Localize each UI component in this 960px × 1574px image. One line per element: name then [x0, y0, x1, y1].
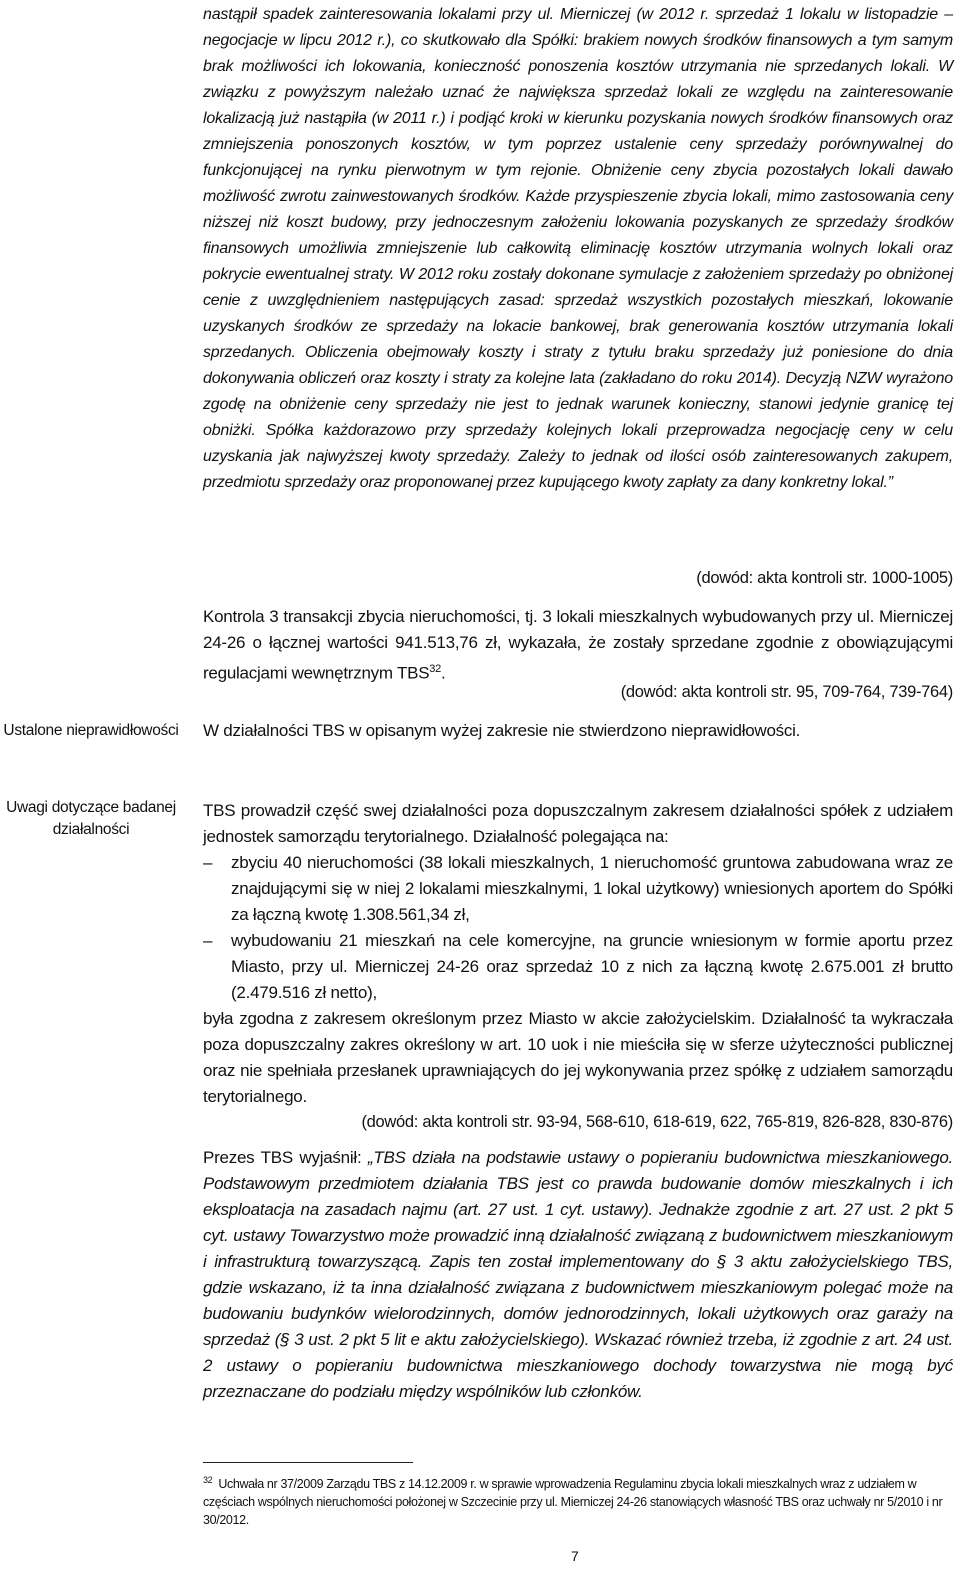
evidence-source-3: (dowód: akta kontroli str. 93-94, 568-610, 618-619, 622, 765-819, 826-828, 830-876) — [361, 1113, 953, 1131]
president-lead: Prezes TBS wyjaśnił: — [203, 1148, 368, 1167]
footnote-separator — [203, 1462, 413, 1463]
president-quote: „TBS działa na podstawie ustawy o popieraniu budownictwa mieszkaniowego. Podstawowym przedmiotem działania TBS jest co prawda budowanie domów mieszkalnych i ich eksploatacja na zasadach najmu (art. 27 ust. 1 cyt. ustawy). Jednakże zgodnie z art. 27 ust. 2 pkt 5 cyt. ustawy Towarzystwo może prowadzić inną działalność związaną z budownictwem mieszkaniowym i infrastrukturą towarzyszącą. Zapis ten został implementowany do § 3 aktu założycielskiego TBS, gdzie wskazano, iż ta inna działalność związana z budownictwem mieszkaniowym polegać może na budowaniu budynków wielorodzinnych, domów jednorodzinnych, lokali użytkowych oraz garaży na sprzedaż (§ 3 ust. 2 pkt 5 lit e aktu założycielskiego). Wskazać również trzeba, iż zgodnie z art. 24 ust. 2 ustawy o popieraniu budownictwa mieszkaniowego dochody towarzystwa nie mogą być przeznaczane do podziału między wspólników lub członków. — [203, 1148, 953, 1401]
footnote-text: Uchwała nr 37/2009 Zarządu TBS z 14.12.2009 r. w sprawie wprowadzenia Regulaminu zbycia lokali mieszkalnych wraz z udziałem w częściach wspólnych nieruchomości położonej w Szczecinie przy ul. Mierniczej 24-26 stanowiących własność TBS oraz uchwały nr 5/2010 i nr 30/2012. — [203, 1477, 943, 1528]
bullet-dash: – — [203, 853, 213, 872]
control-paragraph-end: . — [441, 663, 446, 683]
side-label-findings: Ustalone nieprawidłowości — [3, 722, 179, 739]
list-item-text: zbyciu 40 nieruchomości (38 lokali mieszkalnych, 1 nieruchomość gruntowa zabudowana wraz ze znajdującymi się w niej 2 lokalami mieszkalnymi, 1 lokal użytkowy) wniesionych aportem do Spółki za łączną kwotę 1.308.561,34 zł, — [231, 853, 953, 924]
top-quote-part1: nastąpił spadek zainteresowania lokalami przy ul. Mierniczej (w 2012 r. sprzedaż 1 lokalu w listopadzie – negocjacje w lipcu 2012 r.), co skutkowało dla Spółki: brakiem nowych środków finansowych a tym samym brak możliwości ich lokowania, konieczność ponoszenia kosztów utrzymania nie sprzedanych lokali. W związku z powyższym należało uznać że największa sprzedaż lokali ze względu na zainteresowanie lokalizacją już nastąpiła (w 2011 r.) i podjąć kroki w kierunku pozyskania nowych środków finansowych oraz zmniejszenia ponoszonych kosztów, w tym poprzez ustalenie ceny sprzedaży porównywalnej do funkcjonującej na rynku pierwotnym w tym rejonie. Obniżenie ceny zbycia pozostałych lokali dawało możliwość zwrotu zainwestowanych środków. Każde przyspieszenie zbycia lokali, mimo zastosowania ceny niższej niż koszt budowy, przy jednoczesnym założeniu lokowania pozyskanych ze sprzedaży środków finansowych umożliwia zmniejszenie lub całkowitą eliminację kosztów utrzymania wolnych lokali oraz pokrycie ewentualnej straty. W 2012 roku zostały dokonane symulacje z założeniem sprzedaży po obniżonej cenie z uwzględnieniem następujących zasad: sprzedaż wszystkich pozostałych mieszkań, lokowanie uzyskanych środków ze sprzedaży na lokacie bankowej, brak generowania kosztów utrzymania lokali sprzedanych. Obliczenia obejmowały koszty i straty z tytułu braku sprzedaży już poniesione do dnia dokonywania obliczeń oraz koszty i straty za kolejne lata (zakładano do roku 2014). — [203, 6, 953, 387]
evidence-source-2: (dowód: akta kontroli str. 95, 709-764, 739-764) — [620, 683, 953, 701]
president-explanation — [203, 1145, 953, 1405]
control-paragraph-text: Kontrola 3 transakcji zbycia nieruchomości, tj. 3 lokali mieszkalnych wybudowanych przy ul. Mierniczej 24-26 o łącznej wartości 941.513,76 zł, wykazała, że zostały sprzedane zgodnie z obowiązującymi regulacjami wewnętrznym TBS — [203, 607, 953, 683]
remarks-bullet-list — [203, 850, 953, 1006]
list-item — [203, 850, 953, 928]
list-item — [203, 928, 953, 1006]
top-quote — [203, 2, 953, 496]
list-item-text: wybudowaniu 21 mieszkań na cele komercyjne, na gruncie wniesionym w formie aportu przez Miasto, przy ul. Mierniczej 24-26 oraz sprzedaż 10 z nich za łączną kwotę 2.675.001 zł brutto (2.479.516 zł netto), — [231, 931, 953, 1002]
control-paragraph — [203, 604, 953, 687]
footnote-reference[interactable]: 32 — [429, 663, 442, 675]
remarks-conclusion: była zgodna z zakresem określonym przez Miasto w akcie założycielskim. Działalność ta wykraczała poza dopuszczalny zakres określony w art. 10 uok i nie mieściła się w sferze użyteczności publicznej oraz nie spełniała przesłanek uprawniających do jej wykonywania przez spółkę z udziałem samorządu terytorialnego. — [203, 1009, 953, 1106]
finding-text: W działalności TBS w opisanym wyżej zakresie nie stwierdzono nieprawidłowości. — [203, 721, 801, 740]
page-number: 7 — [571, 1548, 579, 1564]
top-quote-part2: Decyzją NZW wyrażono zgodę na obniżenie ceny sprzedaży nie jest to jednak warunek konieczny, stanowi jedynie granicę tej obniżki. Spółka każdorazowo przy sprzedaży kolejnych lokali przeprowadza negocjację ceny w celu uzyskania jak najwyższej kwoty sprzedaży. Zależy to jednak od ilości osób zainteresowanych zakupem, przedmiotu sprzedaży oraz proponowanej przez kupującego kwoty zapłaty za dany konkretny lokal.” — [203, 370, 953, 491]
footnote — [203, 1471, 955, 1529]
remarks-section — [203, 798, 953, 1134]
side-label-remarks: Uwagi dotyczące badanej działalności — [6, 799, 176, 838]
footnote-number: 32 — [203, 1475, 213, 1485]
evidence-source-1: (dowód: akta kontroli str. 1000-1005) — [696, 569, 953, 587]
remarks-intro: TBS prowadził część swej działalności poza dopuszczalnym zakresem działalności spółek z udziałem jednostek samorządu terytorialnego. Działalność polegająca na: — [203, 801, 953, 846]
bullet-dash: – — [203, 931, 213, 950]
